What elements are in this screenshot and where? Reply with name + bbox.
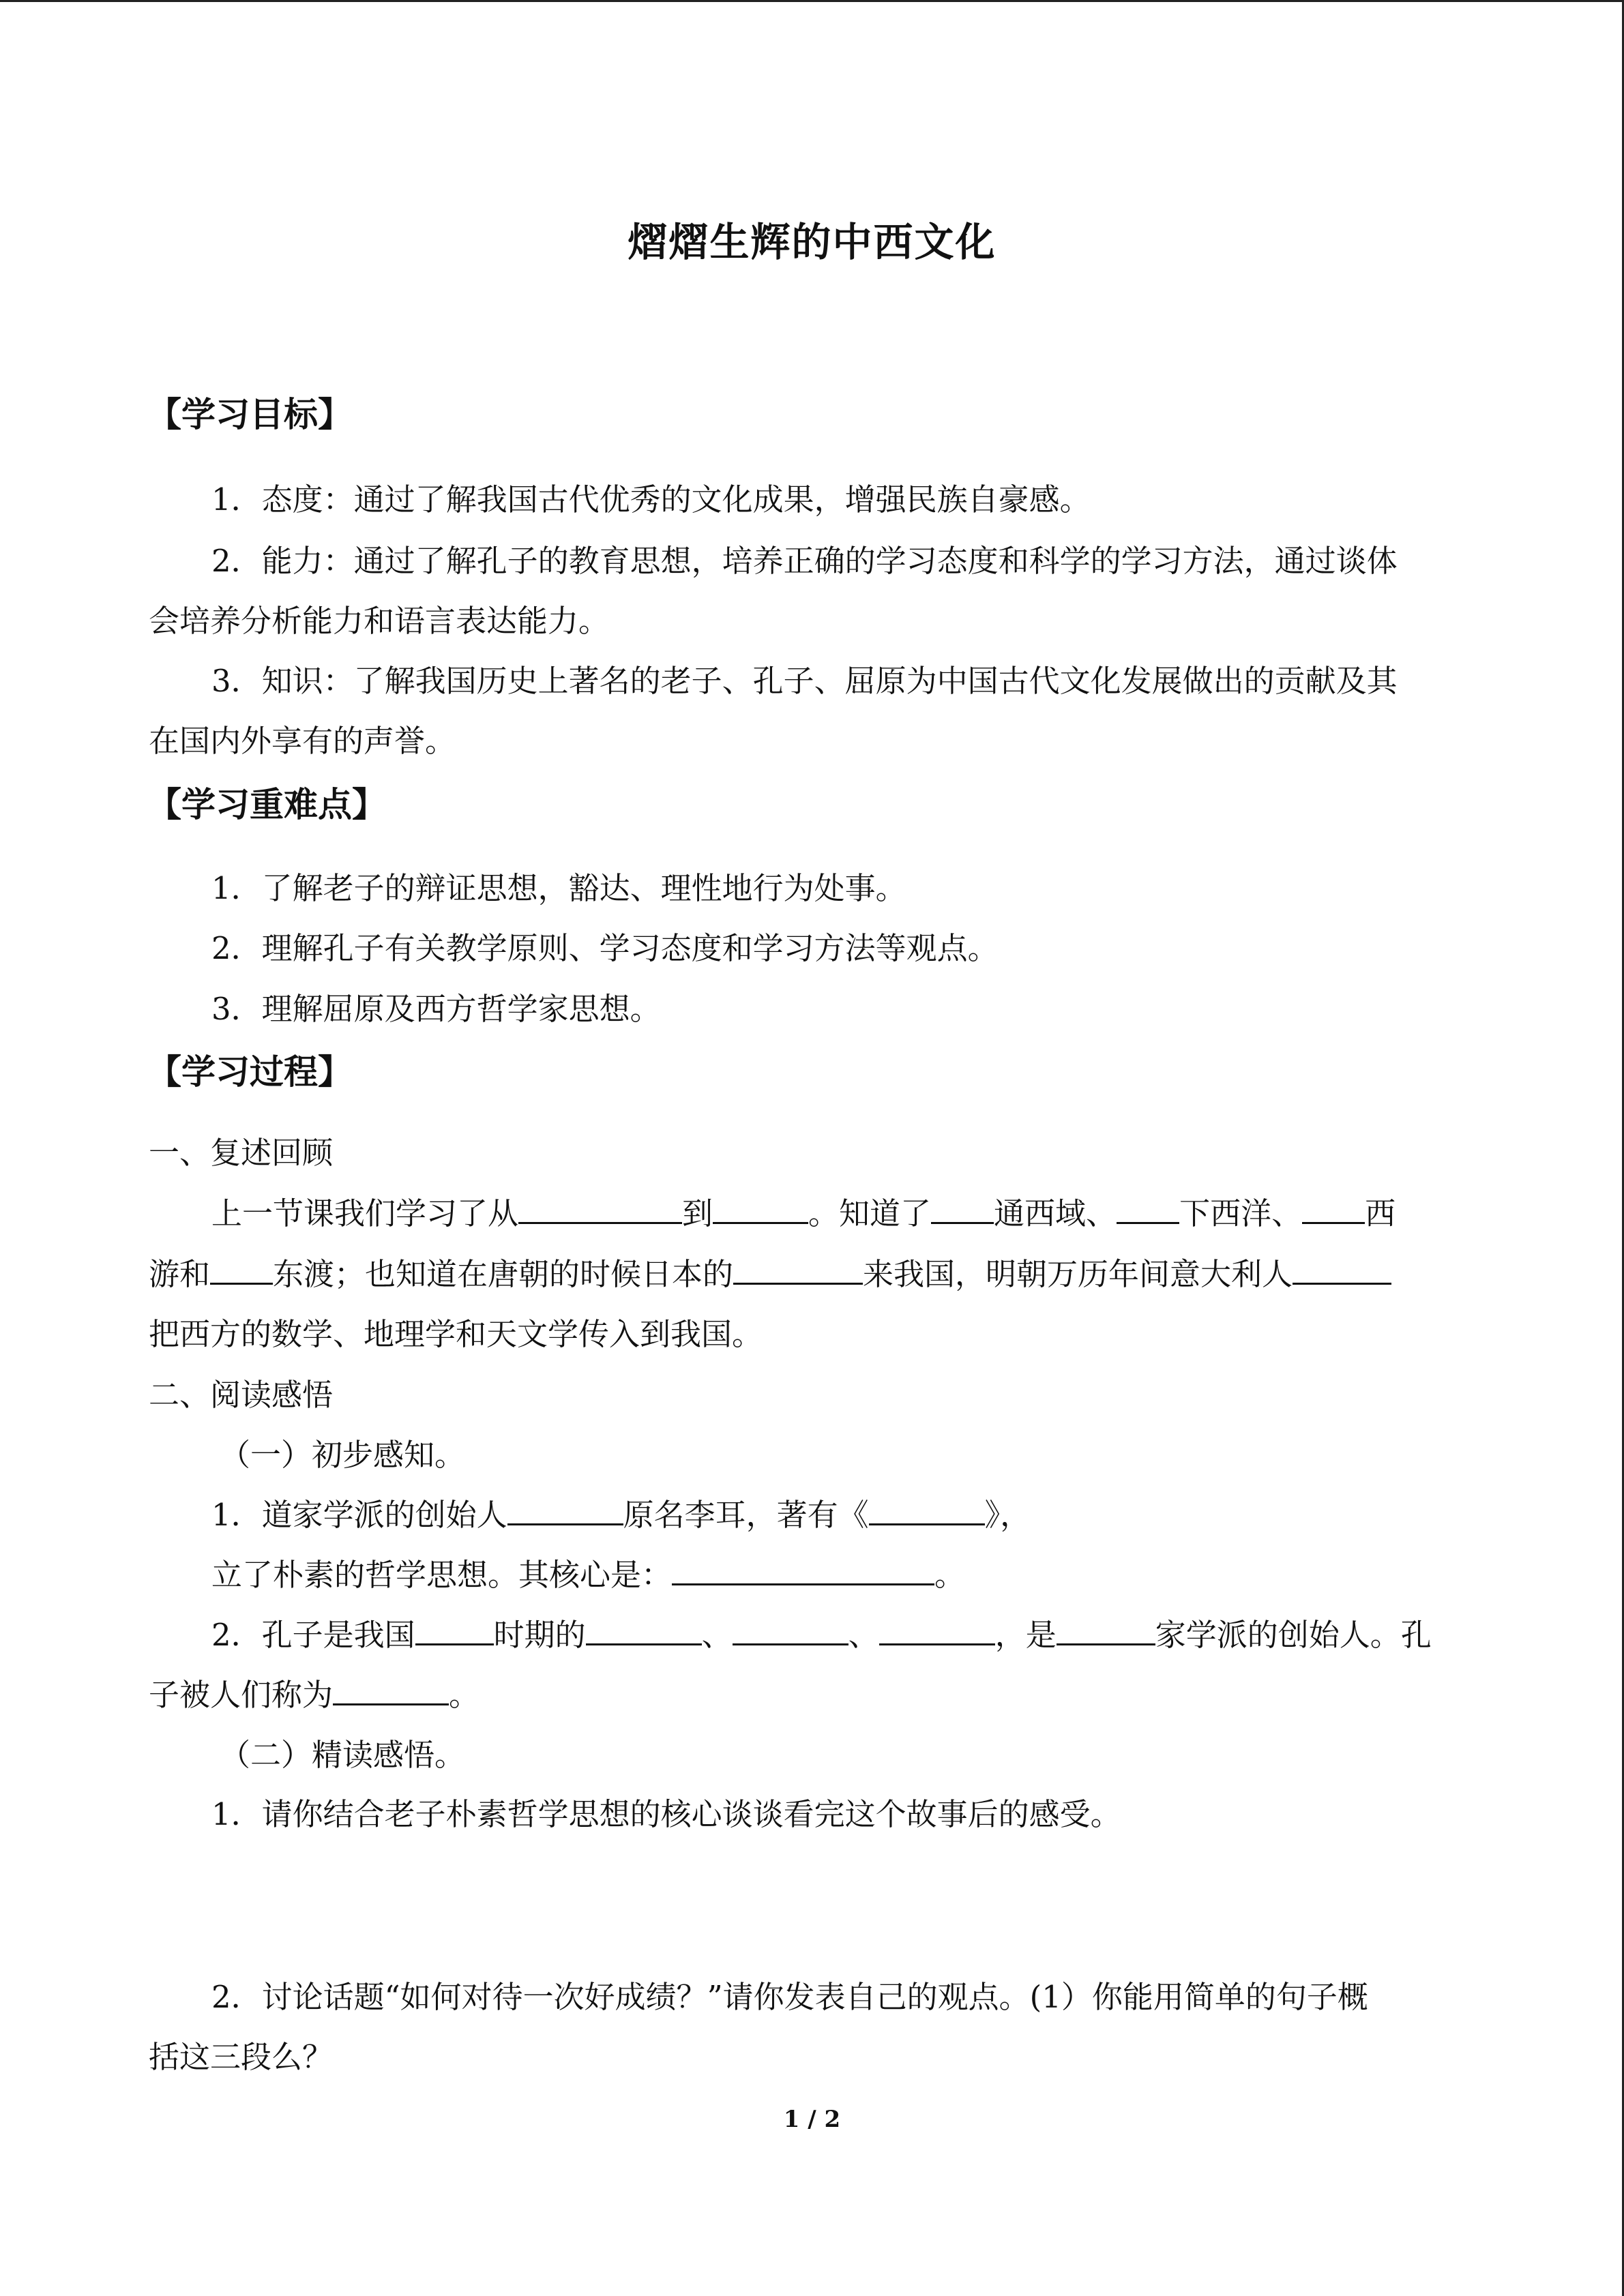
blank-east-crossing[interactable] [210, 1255, 273, 1285]
blank-core-idea[interactable] [672, 1556, 934, 1585]
blank-role-1[interactable] [586, 1616, 702, 1645]
section-heading-goals: 【学习目标】 [147, 395, 352, 434]
part-2-title: 二、阅读感悟 [149, 1377, 334, 1413]
key-point-2: 2．理解孔子有关教学原则、学习态度和学习方法等观点。 [211, 930, 999, 966]
section-heading-key-points: 【学习重难点】 [147, 785, 386, 824]
reading-question-2-line-2: 括这三段么？ [149, 2039, 334, 2075]
key-point-1: 1．了解老子的辩证思想，豁达、理性地行为处事。 [211, 870, 906, 906]
goal-item-1: 1．态度：通过了解我国古代优秀的文化成果，增强民族自豪感。 [211, 481, 1091, 518]
blank-western-regions[interactable] [931, 1195, 994, 1224]
blank-japanese-envoys[interactable] [733, 1255, 863, 1285]
subsection-close-reading: （二）精读感悟。 [220, 1737, 466, 1773]
question-1-line-2: 立了朴素的哲学思想。其核心是： 。 [211, 1557, 966, 1593]
reading-question-1: 1．请你结合老子朴素哲学思想的核心谈谈看完这个故事后的感受。 [211, 1796, 1121, 1832]
blank-role-2[interactable] [733, 1616, 848, 1645]
key-point-3: 3．理解屈原及西方哲学家思想。 [211, 991, 661, 1027]
question-2-line-2: 子被人们称为 。 [149, 1677, 480, 1713]
review-line-2: 游和 东渡；也知道在唐朝的时候日本的 来我国，明朝万历年间意大利人 [149, 1249, 1391, 1294]
goal-item-2-line-2: 会培养分析能力和语言表达能力。 [149, 603, 610, 639]
blank-daoist-founder[interactable] [507, 1496, 623, 1525]
part-1-title: 一、复述回顾 [149, 1135, 334, 1171]
reading-question-2-line-1: 2．讨论话题“如何对待一次好成绩？”请你发表自己的观点。(1）你能用简单的句子概 [211, 1979, 1368, 2015]
blank-from[interactable] [518, 1195, 682, 1224]
blank-period[interactable] [415, 1616, 494, 1645]
review-line-3: 把西方的数学、地理学和天文学传入到我国。 [149, 1316, 763, 1352]
subsection-initial-perception: （一）初步感知。 [220, 1437, 466, 1473]
blank-west-journey[interactable] [1302, 1195, 1365, 1224]
blank-western-ocean[interactable] [1117, 1195, 1179, 1224]
review-line-1: 上一节课我们学习了从 到 。知道了 通西域、 下西洋、 西 [211, 1195, 1396, 1232]
section-heading-process: 【学习过程】 [147, 1052, 352, 1092]
blank-italian[interactable] [1293, 1255, 1391, 1285]
question-1-line-1: 1．道家学派的创始人 原名李耳，著有《 》， [211, 1497, 1031, 1533]
page-title: 熠熠生辉的中西文化 [628, 219, 996, 265]
blank-school[interactable] [1057, 1616, 1155, 1645]
blank-role-3[interactable] [879, 1616, 995, 1645]
page-border-top [0, 0, 1624, 2]
page-number: 1 / 2 [783, 2106, 841, 2133]
blank-to[interactable] [713, 1195, 808, 1224]
blank-confucius-title[interactable] [333, 1676, 449, 1705]
blank-book-title[interactable] [869, 1496, 985, 1525]
question-2-line-1: 2．孔子是我国 时期的 、 、 ，是 家学派的创始人。孔 [211, 1617, 1432, 1653]
goal-item-3-line-1: 3．知识：了解我国历史上著名的老子、孔子、屈原为中国古代文化发展做出的贡献及其 [211, 663, 1398, 699]
goal-item-3-line-2: 在国内外享有的声誉。 [149, 723, 456, 759]
goal-item-2-line-1: 2．能力：通过了解孔子的教育思想，培养正确的学习态度和科学的学习方法，通过谈体 [211, 543, 1398, 579]
